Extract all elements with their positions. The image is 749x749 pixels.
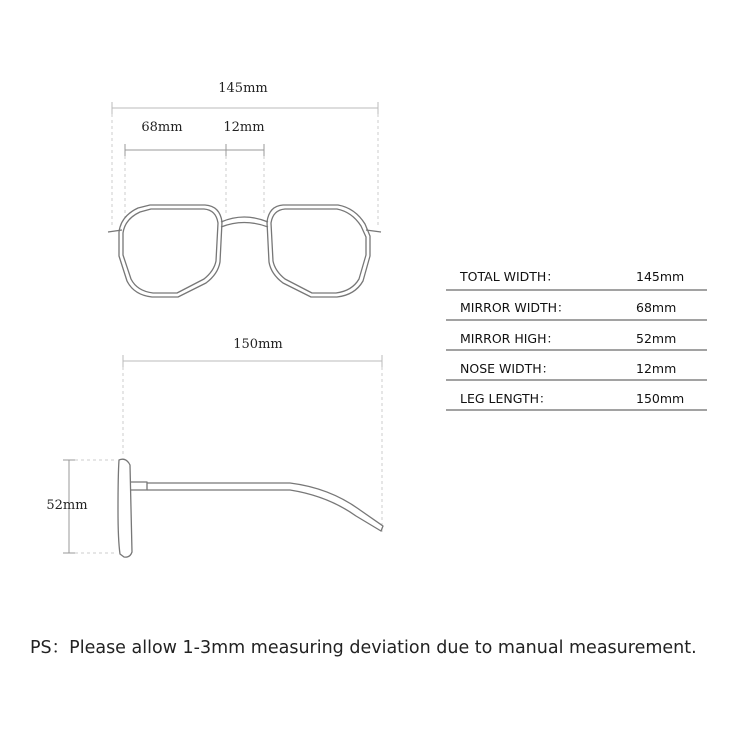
spec-value: 68mm (636, 300, 677, 315)
glasses-side-view (118, 459, 383, 557)
glasses-front-view (108, 205, 381, 297)
nose-bridge-lower (221, 223, 268, 228)
bridge-width-label: 12mm (223, 120, 265, 135)
total-width-label: 145mm (218, 81, 268, 96)
spec-row (446, 300, 707, 320)
left-lens-rim-inner (123, 209, 218, 293)
spec-value: 12mm (636, 361, 677, 376)
spec-label: NOSE WIDTH： (460, 361, 555, 376)
spec-label: MIRROR WIDTH： (460, 300, 570, 315)
side-lens-frame (118, 459, 132, 557)
spec-table (446, 269, 707, 410)
leg-length-label: 150mm (233, 337, 283, 352)
spec-row (446, 331, 707, 350)
side-hinge (130, 482, 147, 490)
spec-label: MIRROR HIGH： (460, 331, 560, 346)
nose-bridge (221, 217, 268, 222)
spec-value: 150mm (636, 391, 685, 406)
side-view-dimensions (63, 355, 382, 553)
spec-row (446, 361, 707, 380)
spec-row (446, 269, 707, 290)
lens-height-label: 52mm (46, 498, 88, 513)
spec-value: 52mm (636, 331, 677, 346)
spec-row (446, 391, 707, 410)
lens-width-label: 68mm (141, 120, 183, 135)
spec-label: TOTAL WIDTH： (460, 269, 559, 284)
spec-label: LEG LENGTH： (460, 391, 552, 406)
right-lens-rim-inner (271, 209, 366, 293)
measurement-deviation-note: PS：Please allow 1-3mm measuring deviation due to manual measurement. (30, 638, 697, 658)
spec-value: 145mm (636, 269, 685, 284)
side-temple-arm (147, 483, 383, 531)
